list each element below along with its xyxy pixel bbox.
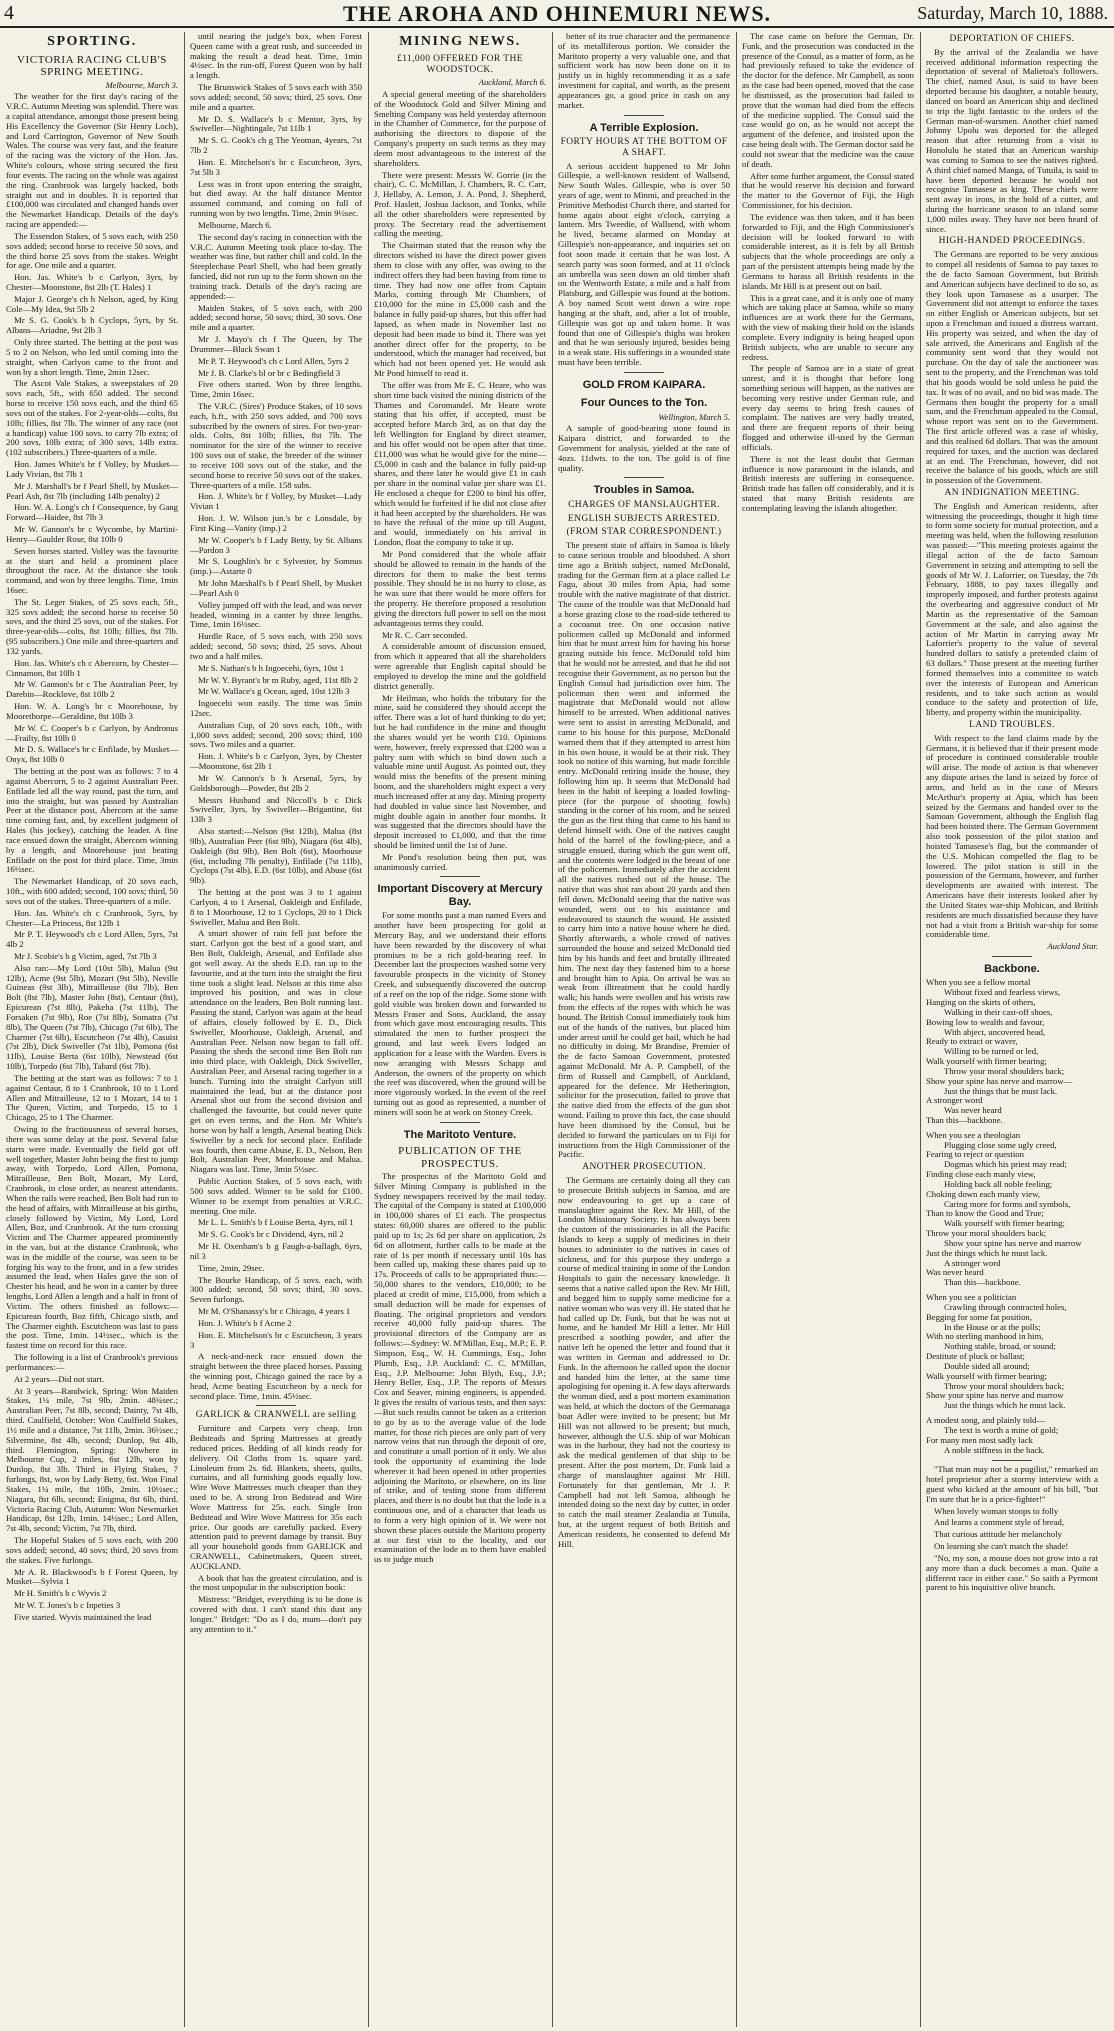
headline-kaipara: GOLD FROM KAIPARA. [582, 378, 706, 391]
paragraph: "That man may not be a pugilist," remarked an hotel proprietor after a stormy interview with a guest who kicked at the amount of his bill, "but I'm sure that he is a price-fighter!" [926, 1464, 1098, 1504]
paragraph: Mr W. Cooper's b f Lady Betty, by St. Albans—Pardon 3 [190, 534, 362, 555]
paragraph: Only three started. The betting at the post was 5 to 2 on Nelson, who led until coming into the straight, when Carlyon came to the front and won by a short length. Time, 2min 12sec. [6, 337, 178, 377]
paragraph: The V.R.C. (Sires') Produce Stakes, of 10 sovs each, h.ft., with 250 sovs added, and 700 sovs subscribed by the owners of sires. For two-year-olds. Colts, 8st 10lb; fillies, 8st 7lb. The nominator for the sire of the winner to receive 100 sovs out of stake, the breeder of the winner to receive 100 sovs out of the stake, and the second horse to receive 50 sovs out of the stakes. Three-quarters of a mile. 158 subs. [190, 400, 362, 490]
paragraph: better of its true character and the permanence of its metalliferous portion. We consider the Maritoto property a very valuable one, and that sufficient work has now been done on it to justify us in highly recommending it as a safe investment for capital, and worth, as the present appearances go, a good price in cash on any market. [558, 32, 730, 110]
paragraph: A book that has the greatest circulation, and is the most unpopular in the subscription book: [190, 1572, 362, 1593]
poem-line: Just the things which he must lack. [944, 1400, 1066, 1411]
paragraph: The second day's racing in connection with the V.R.C. Autumn Meeting took place to-day. The weather was fine, but rather chill and cold. In the Steeplechase Pearl Shell, who had been greatly fancied, did not run up to the form shown on the training track. Details of the day's racing are appended:— [190, 231, 362, 301]
anecdote [926, 1465, 1098, 1593]
paragraph: And learns a comment style of bread, [934, 1517, 1065, 1528]
poem-line: Was never heard [926, 1267, 984, 1278]
column-rule [184, 32, 185, 2027]
paragraph: Mr A. R. Blackwood's b f Forest Queen, by Musket—Sylvia 1 [6, 1566, 178, 1587]
page-number: 4 [4, 2, 14, 24]
poem-line: Than this—backbone. [944, 1277, 1021, 1288]
article-body [926, 502, 1098, 718]
paragraph: Hon. J. W. Wilson jun.'s br c Lonsdale, by First King—Vanity (imp.) 2 [190, 513, 362, 533]
poem-line: A stronger word [944, 1257, 1001, 1268]
headline-explosion: A Terrible Explosion. [589, 121, 699, 134]
paragraph: This is a great case, and it is only one of many which are taking place at Samoa, while so many influences are at work there for the Germans, with the view of making their hold on the islands complete. Every indignity is being heaped upon British subjects, who are unable to secure any redress. [742, 292, 914, 362]
paragraph: A sample of good-bearing stone found in Kaipara district, and forwarded to the Government for analysis, yielded at the rate of 4ozs. 11dwts. to the ton. The gold is of fine quality. [558, 423, 730, 473]
paragraph: Mr J. B. Clarke's bl or br c Bedingfield 3 [198, 367, 341, 378]
separator [440, 876, 480, 877]
paragraph: Mr S. Nathan's b h Ingoecehi, 6yrs, 10st 1 [198, 662, 345, 673]
paragraph: Hon. Jas. White's ch c Abercorn, by Chester—Cinnamon, 8st 10lb 1 [6, 657, 178, 678]
column-4 [558, 32, 730, 2027]
paragraph: Ingoecehi won easily. The time was 5min 12sec. [190, 698, 362, 718]
paragraph: Maiden Stakes, of 5 sovs each, with 200 added; second horse, 50 sovs; third, 30 sovs. One mile and a quarter. [190, 302, 362, 333]
column-rule [368, 32, 369, 2027]
headline-deportation: DEPORTATION OF CHIEFS. [949, 34, 1075, 44]
headline-samoa: Troubles in Samoa. [593, 484, 695, 497]
paragraph: Mr Pond's resolution being then put, was unanimously carried. [374, 851, 546, 872]
poem-line: The text is worth a mine of gold; [944, 1424, 1059, 1435]
column-rule [920, 32, 921, 2027]
poem-line: When you see a theologian [926, 1129, 1021, 1140]
paragraph: That curious attitude her melancholy [934, 1529, 1062, 1540]
poem-line: Throw your moral shoulders back; [926, 1228, 1047, 1239]
poem-line: Finding close each manly view, [926, 1169, 1036, 1180]
paragraph: Mr S. Loughlin's br c Sylvester, by Somnus (imp.)—Astarte 0 [190, 556, 362, 577]
paragraph: The Germans are certainly doing all they can to prosecute British subjects in Samoa, and are now endeavouring to get up a case of manslaughter against the Rev. Mr Hill, of the London Missionary Society. It has always been the custom of the missionaries in all the Pacific Islands to keep a supply of medicines in their houses to administer to the natives in cases of sickness, and for this purpose they undergo a course of medical training in some of the London Hospitals to gain the necessary knowledge. It seems that a native called upon the Rev. Mr Hill, and begged him to supply some medicine for a native woman who was very ill. He stated that he had called up Dr. Funk, but that he was not at home, and he handed Mr Hill a letter. Mr Hill prescribed a soothing powder, and after the native left he opened the letter and found that it was written in German and addressed to Dr. Funk. In the afternoon he called upon the doctor and handed him the letter, at the same time apologising for opening it. A few days afterwards the woman died, and a post mortem examination was held, at which the doctors of the Germanaga boat Adler were invited to be present; but Mr Hill was not allowed to be present; but much, however, although the U.S. ship of war Mohican was in the harbour, they had not the courtesy to ask the medical gentlemen of that ship to be present. After the post mortem, Dr. Funk laid a charge of manslaughter against Mr Hill. Fortunately for that gentleman, Mr J. P. Campbell had not left Samoa, although he intended doing so the next day by cutter, in order to catch the mail steamer Zealandia at Tutuila, but, at the urgent request of both British and American residents, he consented to defend Mr Hill. [558, 1175, 730, 1549]
paragraph: The people of Samoa are in a state of great unrest, and it is thought that before long something serious will happen, as the natives are becoming very restive under German rule, and every day seems to bring fresh causes of complaint. The natives are very badly treated, and there are frequent reports of their being flogged and otherwise ill-used by the German officials. [742, 363, 914, 452]
article-body [190, 32, 362, 1401]
paragraph: "No, my son, a mouse does not grow into a rat any more than a duck becomes a man. Quite a different race in either case." So saith a Pyrmont parent to his inquisitive olive branch. [926, 1552, 1098, 1593]
paragraph: Also started:—Nelson (9st 12lb), Malua (8st 9lb), Australian Peer (6st 9lb), Niagara (6st 4lb), Oakleigh (8st 9lb), Ben Bolt (6st), Moorhouse (6st, including 7lb penalty), Enfilade (7st 11lb), Cyclops (7st 4lb), E.D. (6st 10lb), and Abuse (6st 9lb). [190, 826, 362, 886]
separator [992, 956, 1032, 957]
paragraph: The prospectus of the Maritoto Gold and Silver Mining Company is published in the Sydney newspapers received by the mail today. The capital of the Company is stated at £100,000 in 100,000 shares of £1 each. The prospectus states: 60,000 shares are offered to the public paid up to 1s; 2s 6d per share on application, 2s 6d on allotment, further calls to be made at the rate of 1s per month if necessary until 10s has been called up, making these shares paid up to 17s. Proceeds of calls to be appropriated thus:—50,000 shares to the vendors, £10,000; to be placed at credit of mine, £15,000, from which a small deduction will be made for expenses of floating. The original proprietors and vendors receive 40,000 fully paid-up shares. The provisional directors of the Company are as follows:—Sydney: W. M'Millan, Esq., M.P.; E. P. Simpson, Esq., W. H. Cummings, Esq., John Plumb, Esq., J.P. Auckland: C. C. M'Millan, Esq., J.P. Melbourne: John Blyth, Esq., J.P.; Henry Beller, Esq., J.P. The reports of Messrs Cox and Seaver, mining engineers, is appended. It gives the results of various tests, and then says:—But such results cannot be taken as a criterion to go by as to the average value of the lode matter, for those rich pieces are only part of very narrow veins that run through the deposit of ore, and constitute a small portion of it only. We also took the opportunity of examining the lode wherever it had been opened in other properties adjoining the Maritoto, or elsewhere, on its line of strike, and of testing stone from different places, and there is no doubt but that the lode is a continuous one, and of a character that leads us to form a very high opinion of it. We were not shown these places outside the Maritoto property at our first visit to the locality, and our examination of the lode as to them have enabled us to judge much [374, 1170, 546, 1565]
paragraph: The evidence was then taken, and it has been forwarded to Fiji, and the High Commissioner's decision will be looked forward to with considerable interest, as it is felt by all British subjects that the whole proceedings are only a part of the persistent attempts being made by the Germans to harass all British residents in the islands. Mr Hill is at present out on bail. [742, 211, 914, 291]
poem-line: Caring more for forms and symbols, [944, 1198, 1071, 1209]
poem-line: Fearing to reject or question [926, 1149, 1024, 1160]
column-rule [552, 32, 553, 2027]
paragraph: A considerable amount of discussion ensued, from which it appeared that all the shareholders were agreeable that English capital should be employed to develop the mine and the goldfield district generally. [374, 641, 546, 691]
headline-land-troubles: LAND TROUBLES. [969, 720, 1055, 731]
column-2 [190, 32, 362, 2027]
paragraph: Hon. Jas. White's b c Carlyon, 3yrs, by Chester—Moonstone, 8st 2lb (T. Hales) 1 [6, 272, 178, 292]
paragraph: Mr W. Cannon's b h Arsenal, 5yrs, by Goldsborough—Powder, 8st 2lb 2 [190, 772, 362, 793]
poem-line: Nothing stable, broad, or sound; [944, 1341, 1056, 1352]
paragraph: Mr S. G. Cook's b h Cyclops, 5yrs, by St. Albans—Ariadne, 9st 2lb 3 [6, 315, 178, 336]
paragraph: Also ran:—My Lord (10st 5lb), Malua (9st 12lb), Acme (9st 5lb), Mozart (9st 5lb), Neville Guineas (9st 3lb), Mitrailleuse (8st 7lb), Ben Bolt (8st 7lb), Master John (8st), Centaur (8st), Epicurean (7st 8lb), Pakeha (7st 11lb), The Forsaken (7st 9lb), Roe (7st 8lb), Somatra (7st 8lb), The Queen (7st 7lb), Chicago (7st 6lb), The Charmer (7st 6lb), Escutcheon (7st 4lb), Casuist (7st 2lb), Dick Swiveller (7st 1lb), Pomona (6st 11lb), Louise Berta (6st 10lb), Newstead (6st 10lb), Torpedo (6st 7lb), Tabard (6st 7lb). [6, 962, 178, 1072]
separator [992, 1460, 1032, 1461]
poem-line: Than this—backbone. [926, 1115, 1003, 1125]
poem-line: Willing to be turned or led, [944, 1046, 1039, 1057]
poem-line: When you see a fellow mortal [926, 977, 1031, 988]
subheading-arrested: ENGLISH SUBJECTS ARRESTED. [567, 513, 721, 524]
paragraph: Mr P. T. Heywood's ch c Lord Allen, 5yrs, 7st 4lb 2 [6, 929, 178, 950]
article-body [558, 541, 730, 1160]
article-body [374, 1172, 546, 1565]
paragraph: Messrs Husband and Niccoll's b c Dick Swiveller, 3yrs, by Swiveller—Brigantine, 6st 13lb 3 [190, 794, 362, 825]
separator [440, 1122, 480, 1123]
poem-line: Begging for some fat position, [926, 1311, 1032, 1322]
headline-maritoto: The Maritoto Venture. [403, 1128, 517, 1141]
poem-line: Show your spine has nerve and marrow [944, 1237, 1082, 1248]
paragraph: The Newmarket Handicap, of 20 sovs each, 10ft., with 600 added; second, 100 sovs; third, 50 sovs out of the stakes. Three-quarters of a mile. [6, 876, 178, 906]
paragraph: The betting at the start was as follows: 7 to 1 against Centaur, 8 to 1 Cranbrook, 10 to 1 Lord Allen and Mitrailleuse, 12 to 1 Mozart, 14 to 1 The Queen, Victim, and Torpedo, 15 to 1 Chicago, 25 to 1 The Charmer. [6, 1072, 178, 1123]
poem-line: A noble stiffness in the back. [944, 1444, 1045, 1455]
dateline: Melbourne, March 3. [105, 79, 178, 90]
paragraph: Mr P. T. Heywood's ch c Lord Allen, 5yrs 2 [198, 355, 349, 366]
paragraph: A special general meeting of the shareholders of the Woodstock Gold and Silver Mining and Smelting Company was held yesterday afternoon in the Chamber of Commerce, for the purpose of authorising the directors to dispose of the Company's property on such terms as they may deem most advantageous to the interest of the shareholders. [374, 88, 546, 168]
paragraph: Five started. Wyvis maintained the lead [14, 1611, 152, 1622]
poem-line: With no sterling manhood in him, [926, 1331, 1044, 1342]
subheading-prospectus: PUBLICATION OF THE PROSPECTUS. [398, 1145, 522, 1170]
paragraph: By the arrival of the Zealandia we have received additional information respecting the deportation of several of Malietoa's followers. The chief, named Asui, is said to have been deported because his daughter, a notable beauty, danced on board an American ship and declined to trip the light fantastic to the orders of the German man-of-warsmen. Another chief named Johnny Upolu was deported for the alleged reason that after returning from a visit to Honolulu he stated that an American warship was coming to Samoa to see the natives righted. A third chief named Manga, of Tutuila, is said to have been deported because he would not recognise Tamasese as king. These chiefs were sent away in irons, in the hold of a cutter, and during the hurricane season to an island some 1,000 miles away. They have not been heard of since. [926, 46, 1098, 234]
poem-line: Plugging close some ugly creed, [944, 1139, 1057, 1150]
separator [624, 115, 664, 116]
poem-line: Walking in their cast-off shoes, [944, 1006, 1053, 1017]
article-body [742, 32, 914, 514]
headline-mercury-bay: Important Discovery at Mercury Bay. [377, 883, 543, 908]
article-body [6, 92, 178, 1622]
dateline: Wellington, March 5. [658, 411, 730, 422]
poem-title: Backbone. [984, 962, 1040, 975]
separator [624, 372, 664, 373]
poem-line: Without fixed and fearless views, [944, 987, 1061, 998]
paragraph: Mr Heilman, who holds the tributary for the mine, said he considered they should accept the offer. There was a lot of hard thinking to do yet; but he had confidence in the mine and thought the shares would yet be worth £10. Opinions were, however, freely expressed that £200 was a paltry sum with which to bind down such a valuable mine until August. As pointed out, they would miss the benefits of the present mining boom, and the shareholders might expect a very much increased offer at any day. Mining property had doubled in value since last November, and might double again in another four months. It was suggested that the directors should have the deposit increased to £1,000, and that the time should be limited until the 1st of June. [374, 692, 546, 850]
paragraph: The offer was from Mr E. C. Heare, who was short time back visited the mining districts of the Thames and Coromandel. Mr Heare wrote stating that his offer, if accepted, must be accepted before March 3rd, as on that day the left Wellington for England by direct steamer, and his offer would not be open after that time. £11,000 was what he would give for the mine—£5,000 in cash and the balance in fully paid-up shares, and there later he would give £1 in cash per share in the nominal value per share was £1. He enclosed a cheque for £200 to bind his offer, which would be forfeited if he did not close after it had been accepted by the shareholders. He was to have the refusal of the mine up till August, and would, immediately on his arrival in London, float the company to take it up. [374, 379, 546, 548]
paragraph: Mr W. Y. Byrant's br m Ruby, aged, 11st 8lb 2 [198, 674, 358, 685]
paragraph: Hon. E. Mitchelson's br c Escutcheon, 3yrs, 7st 5lb 3 [190, 156, 362, 177]
paragraph: Mr W. Gannon's br c Wycombe, by Martini-Henry—Gaulder Rose, 8st 10lb 0 [6, 524, 178, 544]
poem-line: For many men most sadly lack [926, 1434, 1033, 1445]
paragraph: The following is a list of Cranbrook's previous performances:— [6, 1352, 178, 1372]
poem-line: Ready to extract or waver, [926, 1036, 1018, 1047]
section-heading-mining: MINING NEWS. [399, 34, 521, 49]
column-5 [742, 32, 914, 2027]
poem-stanza [926, 1131, 1098, 1288]
paragraph: Mr W. Gannon's br c The Australian Peer, by Darebin—Rocklove, 8st 10lb 2 [6, 679, 178, 700]
advertisement-text: Furniture and Carpets very cheap. Iron Bedsteads and Spring Mattresses at greatly reduced prices. Bedding of all kinds ready for delivery. Oil Cloths from 1s. square yard. Linoleum from 2s. 6d. Blankets, sheets, quilts, curtains, and all furnishing goods equally low. Wire Wove Mattresses much cheaper than they used to be. A strong Iron Bedstead and Wire Wove Mattress for 25s. each. Single Iron Bedstead and Wire Wove Mattress for 35s each price. Our goods are carefully packed. Every attention paid to prevent damage by transit. Buy all your household goods from GARLICK and CRANWELL, Cabinetmakers, Queen street, AUCKLAND. [190, 1423, 362, 1571]
paragraph: Hurdle Race, of 5 sovs each, with 250 sovs added; second, 50 sovs; third, 25 sovs. About two and a half miles. [190, 631, 362, 661]
subheading-correspondent: (FROM STAR CORRESPONDENT.) [566, 527, 722, 538]
separator [256, 1405, 296, 1406]
paragraph: Hon. J. White's b f Acme 2 [198, 1317, 292, 1328]
poem-line: Throw your moral shoulders back; [944, 1380, 1065, 1391]
paragraph: Mr H. Smith's b c Wyvis 2 [14, 1588, 107, 1599]
headline-high-handed: HIGH-HANDED PROCEEDINGS. [938, 236, 1086, 247]
poem-line: Just the things which he must lack. [926, 1247, 1048, 1258]
paragraph: Australian Cup, of 20 sovs each, 10ft., with 1,000 sovs added; second, 200 sovs; third, 100 sovs. Two miles and a quarter. [190, 719, 362, 750]
poem-line: A stronger word [926, 1095, 983, 1106]
poem-line: Walk yourself with firmer bearing; [926, 1370, 1047, 1381]
poem-line: With abject, uncovered head, [944, 1026, 1046, 1037]
paragraph: After some further argument, the Consul stated that he would reserve his decision and forward the matter to the Governor of Fiji, the High Commissioner, for his decision. [742, 170, 914, 211]
paragraph: Hon. E. Mitchelson's br c Escutcheon, 3 years 3 [190, 1329, 362, 1350]
paragraph: Hon. Jas. White's ch c Cranbrook, 5yrs, by Chester—La Princess, 8st 12lb 1 [6, 907, 178, 928]
column-3 [374, 32, 546, 2027]
paragraph: Mr D. S. Wallace's b c Mentor, 3yrs, by Swiveller—Nightingale, 7st 11lb 1 [190, 113, 362, 134]
paragraph: The betting at the post was as follows: 7 to 4 against Abercorn, 5 to 2 against Australian Peer. Enfilade led all the way round, past the turn, and into the straight, but was passed by Australian Peer at the distance post, Abercorn at the same time coming fast, and, by excellent judgment of Hales (his jockey), catching the leader. A fine race ensued down the straight, Abercorn winning by a length, and Moorehouse just beating Enfilade on the post for third place. Time, 3min 16½sec. [6, 766, 178, 875]
newspaper-title: THE AROHA AND OHINEMURI NEWS. [342, 1, 772, 26]
paragraph: Hon. W. A. Long's ch f Consequence, by Gang Forward—Haidee, 8st 7lb 3 [6, 502, 178, 523]
paragraph: When lovely woman stoops to folly [934, 1505, 1059, 1516]
article-body [558, 1176, 730, 1549]
paragraph: Mr R. C. Carr seconded. [382, 629, 468, 640]
poem-line: In the House or at the polls; [944, 1321, 1041, 1332]
separator [624, 477, 664, 478]
paragraph: The St. Leger Stakes, of 25 sovs each, 5ft., 325 sovs added; the second horse to receive 50 sovs, and the third 25 sovs, out of the stakes. For three-year-olds—colts, 8st 10lb; fillies, 8st 7lb. (95 subscribers.) One mile and three-quarters and 132 yards. [6, 596, 178, 656]
paragraph: The Hopeful Stakes of 5 sovs each, with 200 sovs added; second, 40 sovs; third, 20 sovs from the stakes. Five furlongs. [6, 1535, 178, 1565]
poem-line: Show your spine has nerve and marrow— [926, 1075, 1073, 1086]
paragraph: There were present: Messrs W. Gorrie (in the chair), C. C. McMillan, J. Chambers, R. C. Carr, J. Hellaby, A. Lemon, J. A. Pond, J. Shepherd, Prof. Haslett, Joshua Jackson, and Tonks, while all the other shareholders were represented by proxy. The Secretary read the advertisement calling the meeting. [374, 169, 546, 239]
paragraph: Major J. George's ch h Nelson, aged, by King Cole—My Idea, 9st 5lb 2 [6, 293, 178, 314]
poem-line: Bowing low to wealth and favour, [926, 1016, 1045, 1027]
dateline: Auckland, March 6. [478, 77, 546, 88]
paragraph: Mr S. G. Cook's ch g The Yeoman, 4years, 7st 7lb 2 [190, 135, 362, 156]
advertisement-heading: GARLICK & CRANWELL are selling [195, 1410, 357, 1421]
paragraph: The Bourke Handicap, of 5 sovs. each, with 300 added; second, 50 sovs; third, 30 sovs. Seven furlongs. [190, 1274, 362, 1305]
column-rule [736, 32, 737, 2027]
paragraph: Five others started. Won by three lengths. Time, 2min 16sec. [190, 379, 362, 400]
article-body [926, 734, 1098, 940]
column-1 [6, 32, 178, 2027]
article-body [558, 162, 730, 368]
paragraph: Time, 2min, 29sec. [198, 1262, 265, 1273]
article-body [374, 90, 546, 873]
poem-line: Dogmas which his priest may read; [944, 1159, 1067, 1170]
paragraph: The English and American residents, after witnessing the proceedings, thought it high time to form some society for mutual protection, and a meeting was held, when the following resolution was passed:—"This meeting protests against the illegal action of the de facto Samoan Government in seizing and attempting to sell the goods of Mr W. J. Laforrier, on Tuesday, the 7th February, 1888, to pay taxes illegally and improperly imposed, and further protests against the overbearing and aggressive conduct of Mr Martin as the representative of the Samoan Government at the sale, and also against the action of Mr Martin in carrying away Mr Laforrier's property to the value of several hundred dollars to satisfy a pretended claim of 63 dollars." Those present at the meeting further formed themselves into a committee to watch over the interests of European and American residents, and to take such action as would conduce to the safety and protection of life, liberty, and property within the municipality. [926, 500, 1098, 718]
paragraph: The Brunswick Stakes of 5 sovs each with 350 sovs added; second, 50 sovs; third, 25 sovs. One mile and a quarter. [190, 82, 362, 112]
paragraph: On learning she can't match the shade! [934, 1541, 1069, 1552]
column-6 [926, 32, 1098, 2027]
subheading-explosion: FORTY HOURS AT THE BOTTOM OF A SHAFT. [560, 137, 728, 158]
paragraph: Mr Pond considered that the whole affair should be allowed to remain in the hands of the directors for them to make the best terms possible. They should be in no hurry to close, as he was sure that there would be more offers for the property. He therefore proposed a resolution giving the directors full power to sell on the most advantageous terms they could. [374, 548, 546, 628]
paragraph: For some months past a man named Evers and another have been prospecting for gold at Mercury Bay, and we understand their efforts have been rewarded by the discovery of what promises to be a rich gold-bearing reef. In December last the prospectors washed some very favourable prospects in the vicinity of Stoney Creek, and subsequently discovered the outcrop of a reef on the top of the ridge. Some stone with gold visible was broken down and forwarded to Messrs Fraser and Sons, Auckland, the assay from which gave most encouraging results. This stimulated the men to further prospect the ground, and last week Evers lodged an application for a lease with the Warden. Evers is now arranging with Messrs Schapp and Anderson, the owners of the property on which the reef was discovered, when the ground will be more vigorously worked. In the event of the reef turning out as good as represented, a number of miners will soon be at work on Stoney Creek. [374, 910, 546, 1117]
poem-line: A modest song, and plainly told— [926, 1415, 1046, 1426]
paragraph: A serious accident happened to Mr John Gillespie, a well-known resident of Wallsend, New South Wales. Gillespie, who is over 50 years of age, went to Minmi, and preached in the Primitive Methodist Church there, and started for home again about eight o'clock, carrying a lantern. Mrs Tweedie, of Wallsend, with whom he lived, became alarmed on Monday at Gillespie's non-appearance, and inquiries set on foot soon made it certain that he was lost. A search party was soon formed, and at 11 o'clock an umbrella was seen down an old timber shaft on the Wentworth Estate, a mile and a half from Platsburg, and Gillespie was found at the bottom. A boy named Scott went down a wire rope hanging at the shaft, and, after a lot of trouble, Gillespie was got up and taken home. It was found that one of Gillespie's thighs was broken and that he was seriously injured, besides being in a weak state. His sufferings in a wounded state must have been terrible. [558, 160, 730, 368]
paragraph: Mr H. Oxenham's b g Faugh-a-ballagh, 6yrs, nil 3 [190, 1241, 362, 1261]
paragraph: Mr J. Scobie's b g Victim, aged, 7st 7lb 3 [14, 950, 157, 961]
poem-line: Hanging on the skirts of others, [926, 997, 1036, 1008]
poem-line: Walk yourself with firmer bearing; [944, 1218, 1065, 1229]
poem-line: Throw your moral shoulders back; [944, 1065, 1065, 1076]
paragraph: Mr J. Mayo's ch f The Queen, by The Drummer—Black Swan 1 [190, 334, 362, 354]
headline-vrc: VICTORIA RACING CLUB'S SPRING MEETING. [16, 53, 168, 79]
paragraph: until nearing the judge's box, when Forest Queen came with a great rush, and succeeded in making the result a dead heat. Time, 1min 4½sec. In the run-off, Forest Queen won by half a length. [190, 32, 362, 81]
paragraph: Volley jumped off with the lead, and was never headed, winning in a canter by three lengths. Time, 1min 16½sec. [190, 599, 362, 630]
poem-stanza [926, 978, 1098, 1125]
paragraph: Less was in front upon entering the straight, but died away. At the half distance Mentor assumed command, and coming on full of running won by two lengths. Time, 2min 9½sec. [190, 178, 362, 219]
poem-line: Than to know the Good and True; [926, 1208, 1044, 1219]
paragraph: At 2 years—Did not start. [14, 1373, 104, 1384]
paragraph: Mistress: "Bridget, everything is to be done is covered with dust. I can't stand this dust any longer." Bridget: "Do as I do, mum—don't pay any attention to it." [190, 1594, 362, 1634]
subheading-another-prosecution: ANOTHER PROSECUTION. [582, 1162, 706, 1173]
subheading-manslaughter: CHARGES OF MANSLAUGHTER. [568, 499, 720, 510]
poem-line: Just the things that he must lack. [944, 1085, 1058, 1096]
poem-line: Was never heard [944, 1105, 1002, 1116]
paragraph: The Chairman stated that the reason why the directors wished to have the direct power given them to close with any offer, was owing to the indirect offers they had been having from time to time. They had now one offer from Captain Marks, coming through Mr Chambers, of £10,000 for the mine in £5,000 cash and the balance in fully paid-up shares, but this offer had lapsed, as when made in November last no deposit had been made to bind it. There was yet another direct offer for the property, to be understood, which the manager had received, but which had not been opened yet. He would ask Mr Pond himself to read it. [374, 240, 546, 379]
issue-date: Saturday, March 10, 1888. [917, 3, 1108, 23]
paragraph: With respect to the land claims made by the Germans, it is believed that if their present mode of procedure is continued considerable trouble will arise. The mode of action is that whenever any dispute arises the land is seized by force of arms, and held as in the case of Messrs McArthur's property at Apia, which has been seized by the Germans and handed over to the Samoan Government, although the English flag had been hoisted there. The German Government also took possession of the pilot station and hoisted Tamasese's flag, but the commander of the U.S. Mohican compelled the flag to be lowered. The pilot station is still in the possession of the Germans, however, and further developments are awaited with interest. The Americans have their interests looked after by the United States war-ship Mohican, and British residents are much dissatisfied because they have not had a visit from a British war-ship for some considerable time. [926, 732, 1098, 940]
article-body [374, 911, 546, 1117]
paragraph: Mr L. L. Smith's b f Louise Berta, 4yrs, nil 1 [198, 1217, 354, 1228]
paragraph: Mr S. G. Cook's br c Dividend, 4yrs, nil 2 [198, 1229, 344, 1240]
paragraph: At 3 years—Randwick, Spring: Won Maiden Stakes, 1¼ mile, 7st 9lb, 2min. 48¾sec.; Australian Peer, 7st 8lb, second; Dainty, 7st 4lb, third. Caulfield, October: Won Caulfield Stakes, 1½ mile and a distance, 7st 11lb, 2min. 36½sec.; Silvermine, 8st 4lb, second; Dunlop, 9st 4lb, third. Flemington, Spring: Nowhere in Melbourne Cup, 2 miles, 6st 12lb, won by Dunlop, 8st 3lb. Third in Flying Stakes, 7 furlongs, 8st, won by Lady Betty, 6st. Won Final Stakes, 1¼ mile, 8st 10lb, 2min. 10½sec.; Niagara, 8st 6lb, second; Enigma, 8st 6lb, third. Victoria Racing Club, Autumn: Won Newmarket Handicap, 8st 12lb, 1min. 14½sec.; Lord Allen, 7st 4lb, second; Victim, 7st 7lb, third. [6, 1385, 178, 1534]
headline-indignation: AN INDIGNATION MEETING. [944, 488, 1080, 499]
paragraph: Mr John Marshall's b f Pearl Shell, by Musket—Pearl Ash 0 [190, 578, 362, 598]
paragraph: Melbourne, March 6. [198, 219, 272, 230]
paragraph: Hon. J. White's b c Carlyon, 3yrs, by Chester—Moonstone, 6st 2lb 1 [190, 751, 362, 772]
paragraph: Mr W. T. Jones's b c Inpeties 3 [14, 1599, 121, 1610]
paragraph: Mr W. C. Cooper's b c Carlyon, by Andronus—Frailty, 8st 10lb 0 [6, 722, 178, 743]
poem-stanza [926, 1416, 1098, 1455]
paragraph: Hon. W. A. Long's br c Moorehouse, by Moorethorpe—Geraldine, 8st 10lb 3 [6, 701, 178, 721]
poem-stanza [926, 1293, 1098, 1411]
paragraph: Hon. James White's br f Volley, by Musket—Lady Vivian, 8st 7lb 1 [6, 459, 178, 479]
paragraph: Mr W. Wallace's g Ocean, aged, 10st 12lb 3 [198, 686, 350, 697]
paragraph: Owing to the fractiousness of several horses, there was some delay at the post. Several false starts were made. Eventually the field got off well together, Master John being the first to jump away, with Torpedo, Lord Allen, Pomona, Mitrailleuse, Ben Bolt, Mozart, My Lord, Cranbrook, in close order, as nearest attendants. When the rails were reached, Ben Bolt had run to the head of affairs, with Mitrailleuse at his girths, closely followed by Victim, My Lord, Lord Allen, Boz, and Cranbrook. At the turn crossing Victim and The Charmer appeared prominently in the van, but at the distance Cranbrook, who was in the middle of the course, was seen to be forging his way to the front, and in a few strides assumed the lead, when Hales gave the son of Chester his head, and he won in a canter by three lengths, Lord Allen a length and a half in front of Victim. The others finished as follows:—Epicurean fourth, Boz fifth, Chicago sixth, and The Charmer eighth. Escutcheon was last to pass the post. Time, 1min. 14½sec., which is the fastest time on record for this race. [6, 1124, 178, 1351]
paragraph: The Germans are reported to be very anxious to compel all residents of Samoa to pay taxes to the de facto Samoan Government, but British and American subjects have declined to do so, as they look upon Tamasese as a usurper. The Government did not attempt to enforce the taxes on either English or American subjects, but set upon a Frenchman and issued a distress warrant. His property was seized, and when the day of sale arrived, the Americans and English of the community sent word that they would not purchase. On the day of sale the auctioneer was sent to the property, and the Frenchman was told that his goods would be sold unless he paid the tax. It was of no avail, and no bid was made. The Germans then bought the property for a small sum, and the Frenchman appealed to the Consul, whose report was sent on to the Government. The first article offered was a case of whisky, and this realised 6d dollars. That was the amount required for taxes, and the auction was declared at an end. The Frenchman, however, did not receive the balance of his goods, which are still in possession of the Government. [926, 249, 1098, 486]
subheading-kaipara: Four Ounces to the Ton. [580, 397, 708, 410]
source-credit: Auckland Star. [1047, 941, 1098, 952]
paragraph: The present state of affairs in Samoa is likely to cause serious trouble and bloodshed. A short time ago a British subject, named McDonald, trading for the German firm at a place called Le Fagu, about 30 miles from Apia, had some trouble with the native magistrate of that district. The cause of the trouble was that McDonald had a horse grazing close to the road-side tethered to a cocoanut tree. On one occasion native policemen called up McDonald and informed him that he must arrest him for having his horse grazing outside his fence. McDonald told him that he would not be arrested, and that he did not recognise their Government, as no person but the English Consul had jurisdiction over him. The policeman then went and informed the magistrate that McDonald would not allow himself to be arrested. When additional natives were sent to assist in arresting McDonald, and came to his house for this purpose, McDonald warned them that if they attempted to arrest him in his own house, it would be at their risk. They took no notice of this warning, but made forcible entry. McDonald retiring inside the house, they following him up. It seems that McDonald had been in the habit of keeping a loaded fowling-piece (for the purpose of shooting fowls) standing in the corner of his room, and he seized the gun as the first thing that came to his hand to defend himself with. One of the natives caught hold of the barrel of the fowling-piece, and a struggle ensued, during which the gun went off, and the contents were lodged in the breast of one of the policemen. Immediately after the accident all the natives rushed out of the house. The native that was shot ran about 20 yards and then fell down. McDonald seeing that the native was wounded, went out to his assistance and endeavoured to staunch the wound. He assisted to carry him into a native house where he died. Shortly afterwards, a whole crowd of natives surrounded the house and seized McDonald tied him by his hands and feet and brutally illtreated him. The next day they fastened him to a horse and brought him to Apia. On arrival he was so weak from illtreatment that he could hardly walk; his hands were swollen and his wrists raw from the effects of the ropes with which he was bound. The British Consul immediately took him out of the hands of the natives, but placed him under arrest until he could get bail, which he had no difficulty in doing. Mr Brandise, Premier of the de facto Samoan Government, protested against McDonald. Mr A. P. Campbell, of the firm of Russell and Campbell, of Auckland, appeared for the defence. Mr Hetherington, solicitor for the prosecution, failed to prove that the native died from the effects of the gun shot wound. Failing to prove this fact, the case should have been dismissed by the Consul, but he decided to forward the particulars on to Fiji for instructions from the High Commissioner of the Pacific. [558, 540, 730, 1160]
article-body [926, 48, 1098, 235]
paragraph: Seven horses started. Volley was the favourite at the start and held a prominent place throughout the race. At the distance she took command, and won by three lengths. Time, 1min 16sec. [6, 545, 178, 595]
poem-line: Walk yourself with firmer bearing; [926, 1056, 1047, 1067]
paragraph: The weather for the first day's racing of the V.R.C. Autumn Meeting was splendid. There was a capital attendance, amongst those present being His Excellency the Governor (Sir Henry Loch), and Lord Carrington, Governor of New South Wales. The course was very fast, and the feature of the racing was the victory of the Hon. Jas. White's colours, whose string secured the first four events. The racing on the whole was against the ring. Cranbrook was largely backed, both straight out and in doubles. It is reported that £100,000 was circulated and changed hands over the Newmarket Handicap. Details of the day's racing are appended:— [6, 91, 178, 230]
paragraph: The Essendon Stakes, of 5 sovs each, with 250 sovs added; second horse to receive 50 sovs, and the third horse 25 sovs from the stakes. Weight for age. One mile and a quarter. [6, 230, 178, 271]
paragraph: A smart shower of rain fell just before the start. Carlyon got the best of a good start, and Ben Bolt, Oakleigh, Arsenal, and Enfilade also got well away. At the sheds E.D. ran up to the favourite, and at the turn into the straight the first time took a slight lead. Nelson at this time also improved his position, and was in close attendance on the leaders, Ben Bolt running last. Passing the stand, Carlyon was again at the head of affairs, closely followed by E. D., Dick Swiveller, Moorhouse, Oakleigh, Arsenal, and Australian Peer. Nelson now began to fall off. Passing the sheds the second time Ben Bolt ran into third place, with Oakleigh, Dick Swiveller, Australian Peer, and Arsenal racing together in a bunch. Turning into the straight Carlyon still maintained the lead, but at the distance post Arsenal shot out from the second division and challenged the favourite, but could never quite get on even terms, and the Hon. Mr White's horse won by half a length, Arsenal beating Dick Swiveller by a neck for second place. Enfilade was fourth, then came Abuse, E. D., Nelson, Ben Bolt, Australian Peer, Moorhouse and Malua. Niagara was last. Time, 3min 5½sec. [190, 928, 362, 1175]
article-body [558, 32, 730, 111]
poem-line: When you see a politician [926, 1292, 1017, 1303]
masthead [0, 0, 1114, 28]
paragraph: Hon. J. White's br f Volley, by Musket—Lady Vivian 1 [190, 491, 362, 512]
paragraph: Mr M. O'Shanassy's br c Chicago, 4 years 1 [198, 1306, 351, 1317]
poem-line: Destitute of pluck or ballast; [926, 1351, 1025, 1362]
poem-line: Holding back all noble feeling; [944, 1178, 1053, 1189]
paragraph: The betting at the post was 3 to 1 against Carlyon, 4 to 1 Arsenal, Oakleigh and Enfilade, 8 to 1 Moorhouse, 12 to 1 Cyclops, 20 to 1 Dick Swiveller, Malua and Ben Bolt. [190, 887, 362, 927]
headline-woodstock: £11,000 OFFERED FOR THE WOODSTOCK. [397, 53, 523, 75]
article-body [926, 250, 1098, 486]
paragraph: The case came on before the German, Dr. Funk, and the prosecution was conducted in the presence of the Consul, as a matter of form, as he had previously refused to take the evidence of the doctor for the defence. Mr Campbell, as soon as the case had been opened, moved that the case be dismissed, as the prosecution had failed to prove that the woman had died from the effects of the medicine supplied. The Consul said the case would go on, as he would not accept the argument of the defence, and insisted upon the case being dealt with. The German doctor said he could not swear that the medicine was the cause of death. [742, 32, 914, 169]
poem-body [926, 978, 1098, 1455]
paragraph: The Ascot Vale Stakes, a sweepstakes of 20 sovs each, 5ft., with 650 added. The second horse to receive 150 sovs each, and the third 65 sovs out of the stakes. For 2-year-olds—colts, 8st 10lb; fillies, 8st 7lb. The winner of any race (not a handicap) value 100 sovs. to carry 7lb extra; of 200 sovs, 10lb extra; of 300 sovs, 14lb extra. (102 subscribers.) Three-quarters of a mile. [6, 378, 178, 458]
paragraph: Mr D. S. Wallace's br c Enfilade, by Musket—Onyx, 8st 10lb 0 [6, 744, 178, 765]
poem-line: Double sided all around; [944, 1360, 1030, 1371]
article-body [558, 424, 730, 473]
anecdote [190, 1574, 362, 1635]
paragraph: A neck-and-neck race ensued down the straight between the three placed horses. Passing the winning post, Chicago gained the race by a head, Acme beating Escutcheon by a neck for second place. Time, 1min. 45½sec. [190, 1351, 362, 1401]
paragraph: Public Auction Stakes, of 5 sovs each, with 500 sovs added. Winner to be sold for £100. Winner to be exempt from penalties at V.R.C. meeting. One mile. [190, 1176, 362, 1216]
poem-line: Crawling through contracted holes, [944, 1301, 1067, 1312]
section-heading-sporting: SPORTING. [47, 34, 137, 49]
poem-line: Choking down each manly view, [926, 1188, 1041, 1199]
poem-line: Show your spine has nerve and marrow [926, 1390, 1064, 1401]
paragraph: There is not the least doubt that German influence is now paramount in the islands, and British interests are suffering in consequence. British trade has fallen off considerably, and it is stated that many British residents are contemplating leaving the islands altogether. [742, 453, 914, 513]
paragraph: Mr J. Marshall's br f Pearl Shell, by Musket—Pearl Ash, 8st 7lb (including 14lb penalty) 2 [6, 480, 178, 501]
